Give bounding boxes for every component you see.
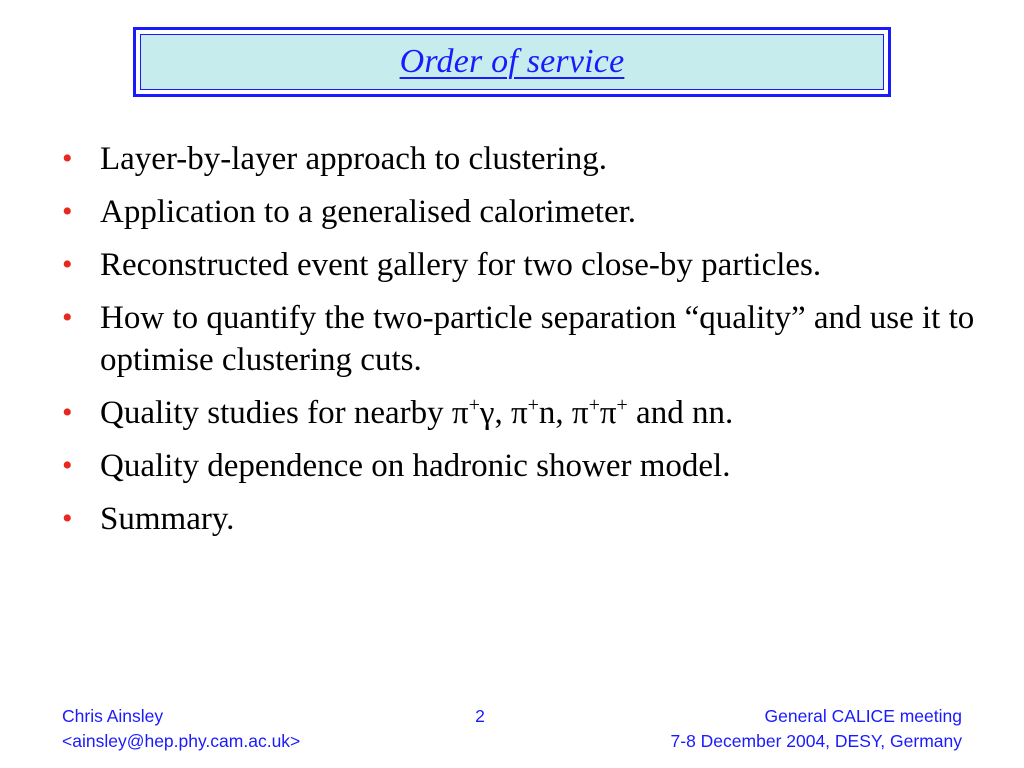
event-date-place: 7-8 December 2004, DESY, Germany (670, 731, 962, 751)
bullet-text (100, 297, 982, 381)
bullet-item (62, 138, 982, 180)
bullet-item (62, 498, 982, 540)
text-segment: and nn. (627, 395, 734, 431)
title-banner (140, 34, 884, 90)
footer-event (671, 704, 962, 754)
bullet-item (62, 445, 982, 487)
author-name: Chris Ainsley (62, 706, 164, 726)
text-segment: n, π (538, 395, 589, 431)
superscript: + (468, 394, 480, 416)
page-number: 2 (475, 706, 485, 726)
text-segment: Layer-by-layer approach to clustering. (100, 141, 607, 177)
bullet-text (100, 392, 982, 434)
bullet-marker: • (62, 195, 73, 228)
bullet-item (62, 244, 982, 286)
bullet-text (100, 191, 982, 233)
text-segment: Quality studies for nearby π (100, 395, 469, 431)
footer-page (440, 704, 520, 729)
bullet-item (62, 297, 982, 381)
superscript: + (527, 394, 539, 416)
bullet-marker: • (62, 248, 73, 281)
bullet-item (62, 392, 982, 434)
text-segment: How to quantify the two-particle separation “quality” and use it to optimise clustering cuts. (100, 300, 975, 378)
text-segment: γ, π (479, 395, 528, 431)
text-segment: Application to a generalised calorimeter. (100, 194, 637, 230)
bullet-list (62, 138, 982, 551)
footer-author (62, 704, 300, 754)
bullet-item (62, 191, 982, 233)
bullet-marker: • (62, 449, 73, 482)
bullet-marker: • (62, 396, 73, 429)
text-segment: Quality dependence on hadronic shower model. (100, 448, 731, 484)
text-segment: Reconstructed event gallery for two close-by particles. (100, 247, 822, 283)
event-name: General CALICE meeting (764, 706, 962, 726)
bullet-text (100, 445, 982, 487)
bullet-marker: • (62, 142, 73, 175)
superscript: + (616, 394, 628, 416)
author-email: <ainsley@hep.phy.cam.ac.uk> (62, 731, 301, 751)
bullet-text (100, 244, 982, 286)
superscript: + (588, 394, 600, 416)
bullet-marker: • (62, 502, 73, 535)
text-segment: Summary. (100, 501, 235, 537)
text-segment: π (599, 395, 617, 431)
slide-title: Order of service (399, 43, 625, 80)
bullet-marker: • (62, 301, 73, 334)
bullet-text (100, 498, 982, 540)
title-box (133, 27, 891, 97)
bullet-text (100, 138, 982, 180)
